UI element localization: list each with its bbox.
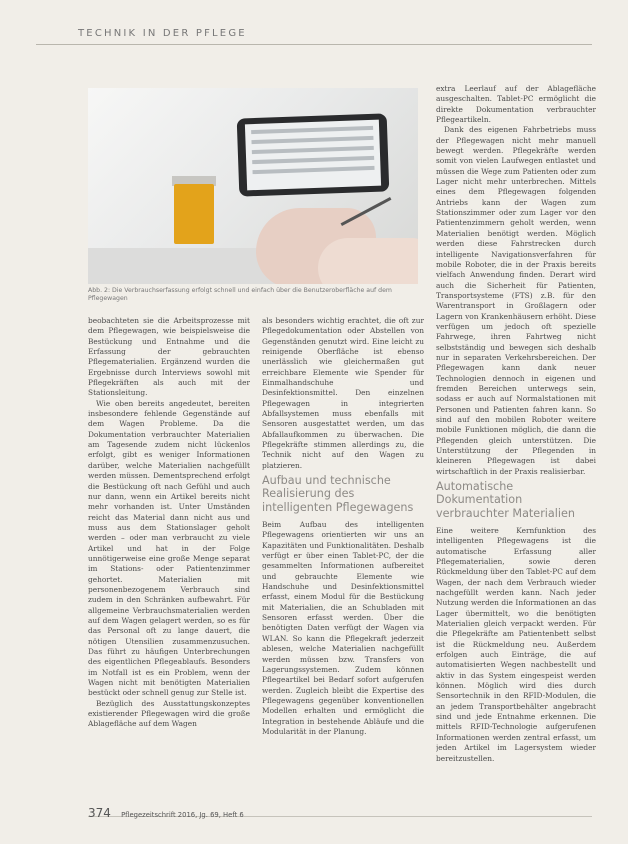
text-column-1 [88, 316, 250, 824]
screen-bar [252, 166, 374, 174]
section-heading: Automatische Dokumentation verbrauchter Materialien [436, 480, 575, 520]
journal-citation: Pflegezeitschrift 2016, Jg. 69, Heft 6 [121, 811, 244, 819]
text-column-3 [436, 84, 596, 824]
screen-bar [251, 126, 373, 134]
text-column-2 [262, 316, 424, 824]
header-divider [36, 44, 592, 45]
screen-bar [252, 156, 374, 164]
screen-bar [252, 146, 374, 154]
paragraph: Beim Aufbau des intelligenten Pflegewagens orientierten wir uns an Kapazitäten und Funktionalitäten. Deshalb verfügt er über einen Tablet-PC, der die gesammelten Informationen aufbereitet und gebrauchte Elemente wie Handschuhe und Desinfektionsmittel erfasst, einem Modul für die Bestückung mit Materialien, die an Schubladen mit Sensoren erfasst werden. Über die benötigten Daten verfügt der Wagen via WLAN. So kann die Pflegekraft jederzeit ablesen, welche Materialien nachgefüllt werden müssen bzw. Transfers von Lagerungssystemen. Zudem können Pflegeartikel bei Bedarf sofort aufgerufen werden. Zugleich bleibt die Expertise des Pflegewagens gegenüber konventionellen Modellen erhalten und ermöglicht die Integration in bestehende Abläufe und die Modularität in der Planung. [262, 520, 424, 736]
photo-tablet-screen [245, 120, 381, 191]
paragraph: Bezüglich des Ausstattungskonzeptes existierender Pflegewagen wird die große Ablagefläche auf dem Wagen [88, 698, 250, 729]
photo-hand [318, 238, 418, 284]
paragraph: extra Leerlauf auf der Ablagefläche ausgeschalten. Tablet-PC ermöglicht die direkte Dokumentation verbrauchter Pflegeartikeln. [436, 84, 596, 125]
paragraph: Wie oben bereits angedeutet, bereiten insbesondere fehlende Gegenstände auf dem Wagen Probleme. Da die Dokumentation verbrauchter Materialien am Tagesende zudem nicht lückenlos erfolgt, gibt es weniger Informationen darüber, welche Materialien nachgefüllt werden müssen. Dementsprechend erfolgt die Bestückung oft nach Gefühl und auch nur dann, wenn ein Artikel bereits nicht mehr vorhanden ist. Unter Umständen reicht das Material dann nicht aus und muss aus dem Stationslager geholt werden – oder man verbraucht zu viele Artikel und hat in der Folge unnötigerweise eine große Menge separat im Stations- oder Patientenzimmer gehortet. Materialien mit personenbezogenem Verbrauch sind zudem in den Schränken aufbewahrt. Für allgemeine Verbrauchsmaterialien werden auf dem Wagen gelagert werden, so es für das Personal oft zu lange dauert, die nötigen Utensilien zusammenzusuchen. Das führt zu häufigen Unterbrechungen des eigentlichen Pflegeablaufs. Besonders im Notfall ist es ein Problem, wenn der Wagen nicht mit benötigten Materialien bestückt oder schnell genug zur Stelle ist. [88, 398, 250, 698]
figure-caption: Abb. 2: Die Verbrauchserfassung erfolgt schnell und einfach über die Benutzeroberfläche auf dem Pflegewagen [88, 287, 392, 302]
screen-bar [251, 136, 373, 144]
photo-tablet [237, 113, 390, 196]
paragraph: beobachteten sie die Arbeitsprozesse mit dem Pflegewagen, wie beispielsweise die Bestückung und Entnahme und die Erfassung der gebrauchten Pflegematerialien. Ergänzend wurden die Ergebnisse durch Interviews sowohl mit Pflegekräften als auch mit der Stationsleitung. [88, 316, 250, 398]
page-footer [88, 806, 244, 820]
paragraph: als besonders wichtig erachtet, die oft zur Pflegedokumentation oder Abstellen von Gegenständen genutzt wird. Eine leicht zu reinigende Oberfläche ist ebenso unerlässlich wie gleichermaßen gut erreichbare Elemente wie Spender für Einmalhandschuhe und Desinfektionsmittel. Den einzelnen Pflegewagen in integrierten Abfallsystemen muss ebenfalls mit Sensoren ausgestattet werden, um das Abfallaufkommen zu überwachen. Die Pflegekräfte stimmen allerdings zu, die Technik nicht auf den Wagen zu platzieren. [262, 316, 424, 470]
paragraph: Eine weitere Kernfunktion des intelligenten Pflegewagens ist die automatische Erfassung aller Pflegematerialien, sowie deren Rückmeldung über den Tablet-PC auf dem Wagen, der nach dem Verbrauch wieder nachgefüllt werden kann. Nach jeder Nutzung werden die Informationen an das Lager übermittelt, wo die benötigten Materialien gleich verpackt werden. Für die Pflegekräfte am Patientenbett selbst ist die Rückmeldung neu. Außerdem erfolgen auch Einträge, die auf automatisierten Wegen nachbestellt und aktiv in das System eingespeist werden können. Möglich wird dies durch Sensortechnik in den RFID-Modulen, die an jedem Transportbehälter angebracht sind und jede Entnahme erkennen. Die mittels RFID-Technologie aufgerufenen Informationen werden zentral erfasst, um jeden Artikel im Lagersystem wieder bereitzustellen. [436, 525, 596, 763]
paragraph: Dank des eigenen Fahrbetriebs muss der Pflegewagen nicht mehr manuell bewegt werden. Pflegekräfte werden somit von vielen Laufwegen entlastet und müssen die Wege zum Patienten oder zum Lager nicht mehr unterbrechen. Mittels eines dem Pflegewagen folgenden Antriebs kann der Wagen zum Stationszimmer oder zum Lager vor den Patientenzimmern geholt werden, wenn Materialien benötigt werden. Möglich werden diese Fahrstrecken durch intelligente Navigationsverfahren für mobile Roboter, die in der Praxis bereits vielfach Anwendung finden. Derart wird auch die Sicherheit für Patienten, Transportsysteme (FTS) z.B. für den Warentransport in Großlagern oder Lagern von Krankenhäusern erhöht. Diese verfügen um jedoch oft spezielle Fahrwege, ihren Fahrtweg nicht selbstständig und bewegen sich deshalb nur in separaten Verkehrsbereichen. Der Pflegewagen kann dank neuer Technologien dennoch in eigenen und fremden Bereichen unterwegs sein, sodass er auch auf Normalstationen mit Personen und Patienten fahren kann. So sind auf den mobilen Roboter weitere mobile Funktionen möglich, die dann die Pflegenden gleich unterstützen. Die Unterstützung der Pflegenden in kleineren Pflegewagen ist dabei wirtschaftlich in der Praxis realisierbar. [436, 125, 596, 476]
section-header: TECHNIK IN DER PFLEGE [78, 28, 247, 39]
figure-photo [88, 88, 418, 284]
page-number: 374 [88, 806, 111, 820]
section-heading: Aufbau und technische Realisierung des intelligenten Pflegewagens [262, 474, 414, 514]
photo-yellow-bin [174, 184, 214, 244]
